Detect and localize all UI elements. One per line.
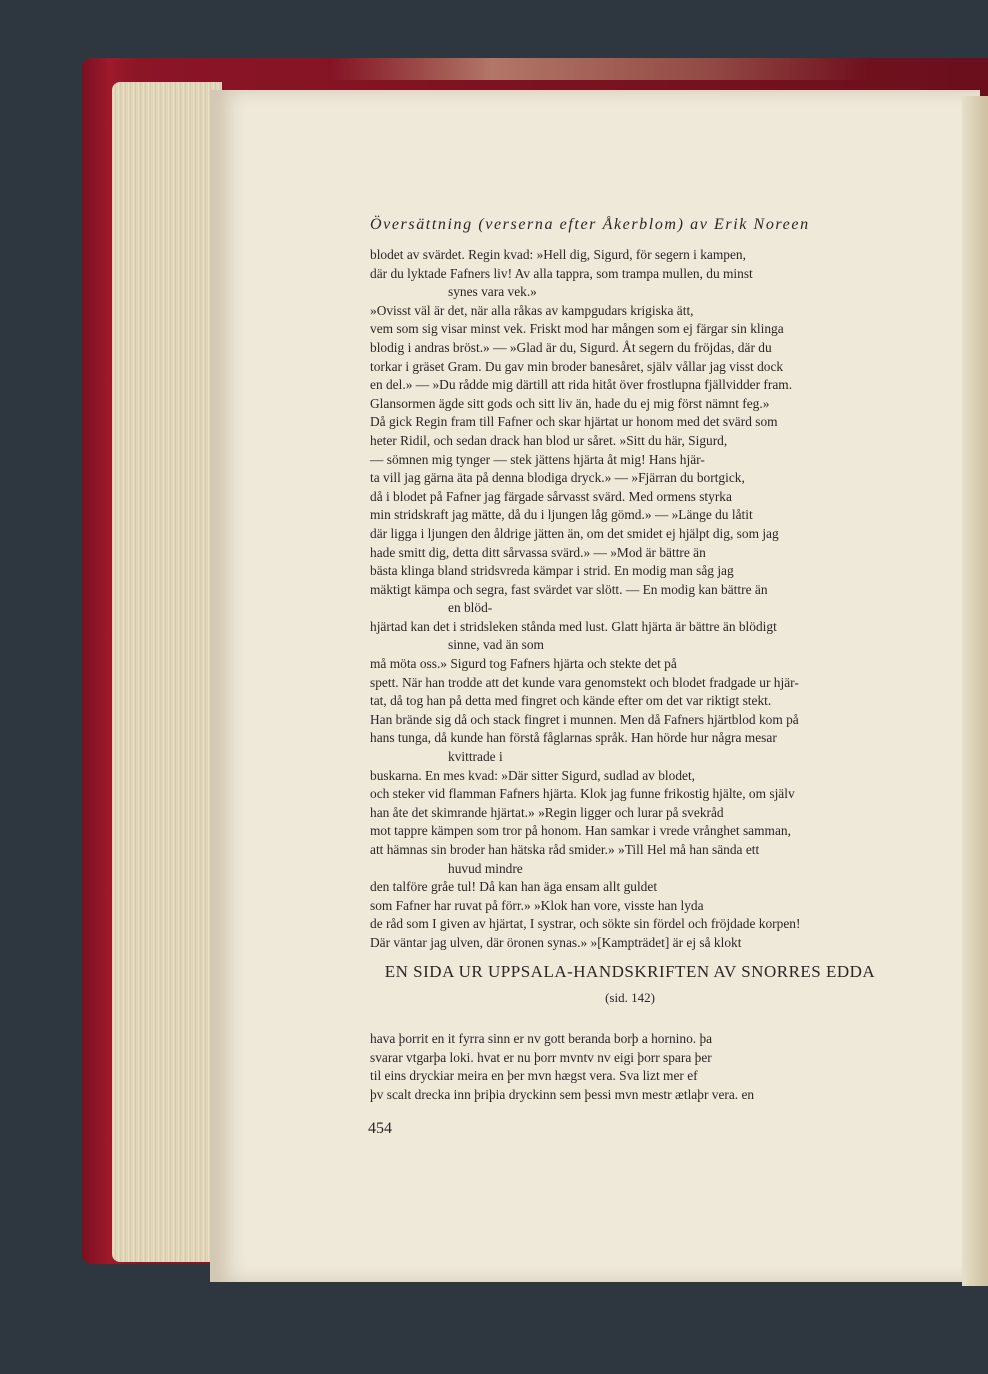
text-line: den talföre gråe tul! Då kan han äga ensam allt guldet [370, 879, 658, 895]
text-line: Då gick Regin fram till Fafner och skar hjärtat ur honom med det svärd som [370, 414, 778, 430]
translation-text [370, 246, 900, 953]
manuscript-line: þv scalt drecka inn þriþia dryckinn sem þessi mvn mestr ætlaþr vera. en [370, 1086, 755, 1102]
manuscript-line: svarar vtgarþa loki. hvat er nu þorr mvntv nv eigi þorr spara þer [370, 1049, 712, 1065]
text-line: då i blodet på Fafner jag färgade sårvasst svärd. Med ormens styrka [370, 488, 732, 504]
text-line: tat, då tog han på detta med fingret och kände efter om det var riktigt stekt. [370, 693, 772, 709]
text-line: mäktigt kämpa och segra, fast svärdet var slött. — En modig kan bättre än [370, 581, 768, 597]
text-line: — sömnen mig tynger — stek jättens hjärta åt mig! Hans hjär- [370, 451, 705, 467]
text-line: blodet av svärdet. Regin kvad: »Hell dig, Sigurd, för segern i kampen, [370, 247, 746, 262]
text-line: där ligga i ljungen den åldrige jätten än, om det smidet ej hjälpt dig, som jag [370, 525, 779, 541]
text-line: att hämnas sin broder han hätska råd smider.» »Till Hel må han sända ett [370, 842, 760, 857]
section-title: EN SIDA UR UPPSALA-HANDSKRIFTEN AV SNORRES EDDA [384, 962, 876, 981]
section-subtitle: (sid. 142) [605, 990, 655, 1005]
text-line: huvud mindre [448, 860, 523, 876]
text-line: Han brände sig då och stack fingret i munnen. Men då Fafners hjärtblod kom på [370, 711, 799, 727]
page-stack-edges [112, 82, 222, 1262]
text-line: buskarna. En mes kvad: »Där sitter Sigurd, sudlad av blodet, [370, 767, 696, 783]
text-line: Där väntar jag ulven, där öronen synas.» »[Kampträdet] är ej så klokt [370, 934, 742, 950]
text-line: som Fafner har ruvat på förr.» »Klok han vore, visste han lyda [370, 897, 704, 913]
manuscript-line: hava þorrit en it fyrra sinn er nv gott beranda borþ a hornino. þa [370, 1031, 713, 1046]
text-line: där du lyktade Fafners liv! Av alla tappra, som trampa mullen, du minst [370, 265, 753, 281]
text-line: de råd som I given av hjärtat, I systrar, och sökte sin fördel och fröjdade korpen! [370, 916, 801, 932]
text-line: mot tappre kämpen som tror på honom. Han samkar i vrede vrånghet samman, [370, 823, 791, 839]
manuscript-line: til eins dryckiar meira en þer mvn hægst vera. Sva lizt mer ef [370, 1068, 698, 1084]
text-line: heter Ridil, och sedan drack han blod ur såret. »Sitt du här, Sigurd, [370, 432, 728, 448]
text-line: hans tunga, då kunde han förstå fåglarnas språk. Han hörde hur några mesar [370, 730, 777, 746]
text-line: min stridskraft jag mätte, då du i ljungen låg gömd.» — »Länge du låtit [370, 507, 753, 523]
text-line: hjärtad kan det i stridsleken stånda med lust. Glatt hjärta är bättre än blödigt [370, 618, 777, 634]
text-line: spett. När han trodde att det kunde vara genomstekt och blodet fradgade ur hjär- [370, 674, 799, 690]
text-line: bästa klinga bland stridsvreda kämpar i strid. En modig man såg jag [370, 563, 734, 579]
text-line: hade smitt dig, detta ditt sårvassa svärd.» — »Mod är bättre än [370, 544, 706, 560]
text-line: ta vill jag gärna äta på denna blodiga dryck.» — »Fjärran du bortgick, [370, 470, 745, 486]
text-line: »Ovisst väl är det, när alla råkas av kampgudars krigiska ätt, [370, 302, 694, 318]
text-line: han åte det skimrande hjärtat.» »Regin ligger och lurar på svekråd [370, 804, 724, 820]
text-line: må möta oss.» Sigurd tog Fafners hjärta och stekte det på [370, 656, 677, 672]
text-line: vem som sig visar minst vek. Friskt mod har mången som ej färgar sin klinga [370, 321, 784, 337]
text-line: torkar i gräset Gram. Du gav min broder banesåret, själv vållar jag visst dock [370, 358, 784, 374]
text-line: en del.» — »Du rådde mig därtill att rida hitåt över frostlupna fjällvidder fram. [370, 377, 793, 393]
text-line: sinne, vad än som [448, 637, 544, 653]
page-fold-edge [962, 96, 988, 1286]
manuscript-text [370, 1030, 900, 1104]
text-line: och steker vid flamman Fafners hjärta. Klok jag funne frikostig hjälte, om själv [370, 786, 795, 802]
text-line: blodig i andras bröst.» — »Glad är du, Sigurd. Åt segern du fröjdas, där du [370, 339, 772, 355]
text-line: synes vara vek.» [448, 284, 537, 300]
cover-wear [330, 58, 870, 80]
page-number: 454 [368, 1120, 392, 1137]
text-line: en blöd- [448, 600, 493, 616]
page-heading: Översättning (verserna efter Åkerblom) av Erik Noreen [370, 216, 810, 233]
text-line: kvittrade i [448, 749, 503, 765]
text-line: Glansormen ägde sitt gods och sitt liv än, hade du ej mig först nämnt feg.» [370, 395, 770, 411]
